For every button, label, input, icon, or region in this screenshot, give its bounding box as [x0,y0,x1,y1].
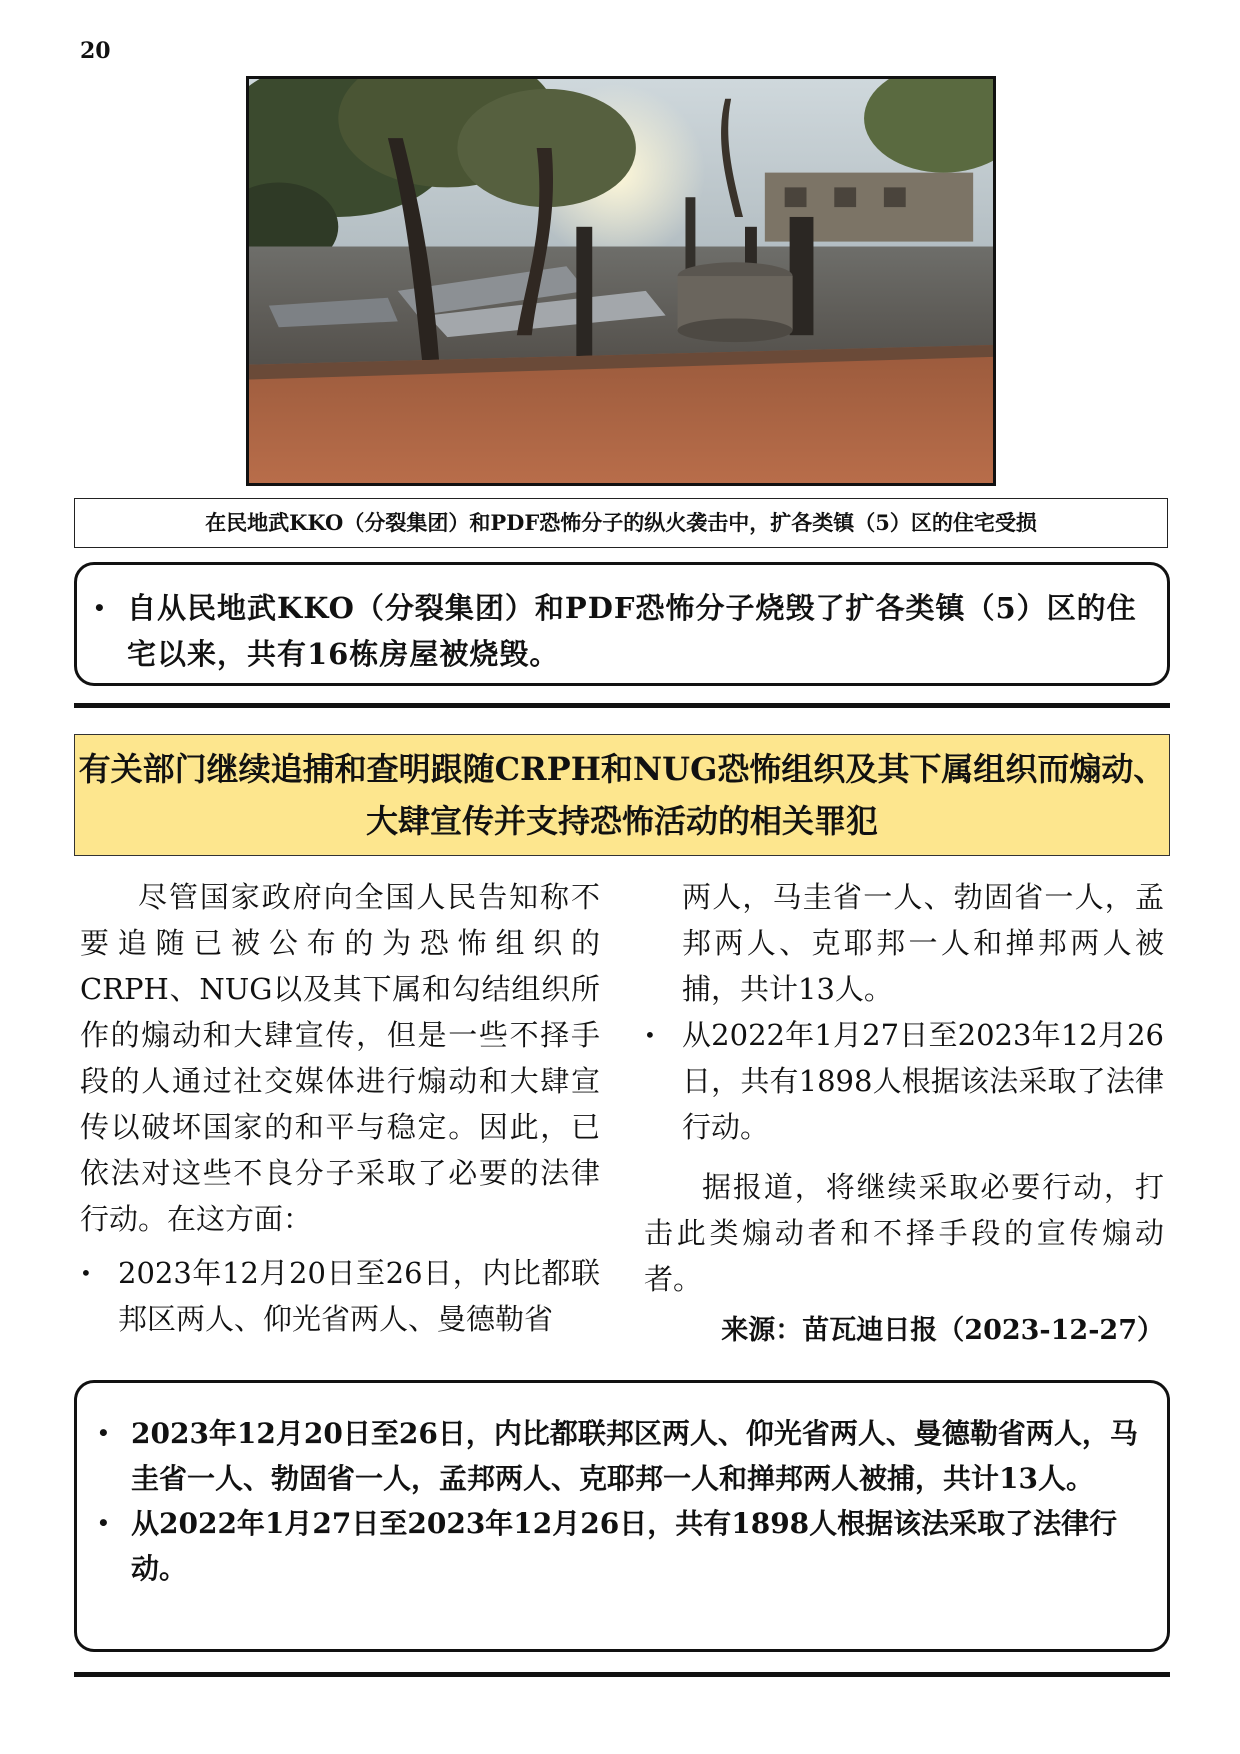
article-bullet-continuation: 两人，马圭省一人、勃固省一人，孟邦两人、克耶邦一人和掸邦两人被捕，共计13人。 [682,880,1164,1006]
article-bullet [644,1012,1164,1150]
article-column-right [644,874,1164,1354]
bullet-icon: • [644,1023,656,1047]
summary-item [97,1501,1149,1591]
article-bullet-text: 2023年12月20日至26日，内比都联邦区两人、仰光省两人、曼德勒省 [118,1256,600,1336]
article-intro: 尽管国家政府向全国人民告知称不要追随已被公布的为恐怖组织的CRPH、NUG以及其下属和勾结组织所作的煽动和大肆宣传，但是一些不择手段的人通过社交媒体进行煽动和大肆宣传以破坏国家的和平与稳定。因此，已依法对这些不良分子采取了必要的法律行动。在这方面： [80,880,600,1236]
section-divider [74,703,1170,708]
photo-caption: 在民地武KKO（分裂集团）和PDF恐怖分子的纵火袭击中，扩各类镇（5）区的住宅受损 [74,498,1168,548]
bullet-icon: • [93,596,107,620]
summary-box-arrests [74,1380,1170,1652]
article-bullet [80,1250,600,1342]
burned-village-photo [246,76,996,486]
summary-item-text: 自从民地武KKO（分裂集团）和PDF恐怖分子烧毁了扩各类镇（5）区的住宅以来，共有16栋房屋被烧毁。 [127,591,1137,671]
summary-box-arson [74,562,1170,686]
bullet-icon: • [97,1511,110,1535]
article-source: 来源：苗瓦迪日报（2023-12-27） [721,1315,1164,1346]
bullet-icon: • [97,1421,110,1445]
page-number: 20 [80,38,111,64]
bottom-divider [74,1672,1170,1677]
article-column-left [80,874,600,1342]
summary-item-text: 从2022年1月27日至2023年12月26日，共有1898人根据该法采取了法律行动。 [131,1507,1118,1585]
summary-item-text: 2023年12月20日至26日，内比都联邦区两人、仰光省两人、曼德勒省两人，马圭省一人、勃固省一人，孟邦两人、克耶邦一人和掸邦两人被捕，共计13人。 [131,1417,1138,1495]
article-closing: 据报道，将继续采取必要行动，打击此类煽动者和不择手段的宣传煽动者。 [644,1170,1164,1296]
article-bullet-text: 从2022年1月27日至2023年12月26日，共有1898人根据该法采取了法律行动。 [682,1018,1164,1144]
summary-item [93,585,1149,677]
bullet-icon: • [80,1261,92,1285]
summary-item [97,1411,1149,1501]
article-headline: 有关部门继续追捕和查明跟随CRPH和NUG恐怖组织及其下属组织而煽动、大肆宣传并支持恐怖活动的相关罪犯 [74,734,1170,856]
